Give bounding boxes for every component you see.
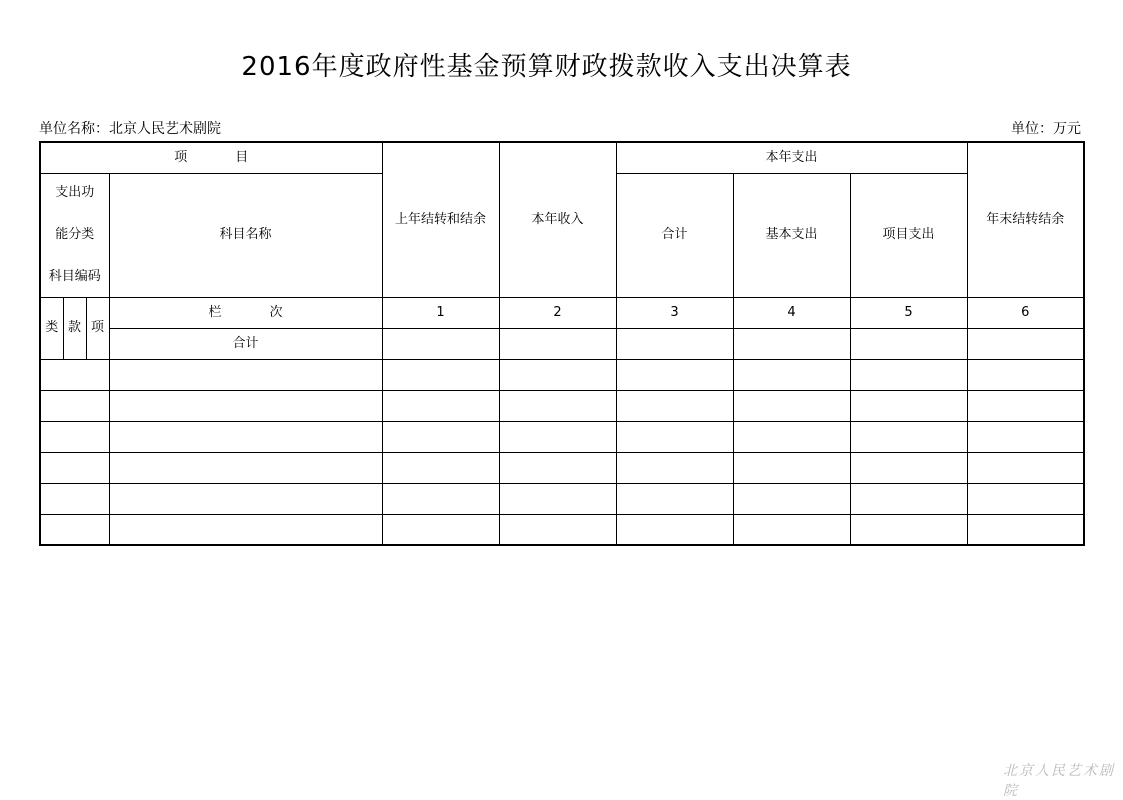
table-cell [382,328,499,359]
table-cell [616,359,733,390]
table-cell [616,390,733,421]
table-cell [733,483,850,514]
column-index-label: 栏 次 [109,297,382,328]
table-cell [850,359,967,390]
current-income-header: 本年收入 [499,142,616,297]
table-cell [499,359,616,390]
column-number: 3 [616,297,733,328]
table-cell [109,421,382,452]
table-cell [967,514,1084,545]
column-number: 4 [733,297,850,328]
basic-expense-header: 基本支出 [733,173,850,297]
column-number: 1 [382,297,499,328]
page-title: 2016年度政府性基金预算财政拨款收入支出决算表 [241,52,852,82]
table-cell [967,483,1084,514]
table-cell [40,452,109,483]
table-cell [733,452,850,483]
prev-year-balance-header: 上年结转和结余 [382,142,499,297]
column-number: 2 [499,297,616,328]
table-row [40,483,1084,514]
table-cell [733,359,850,390]
subject-name-header: 科目名称 [109,173,382,297]
table-cell [616,421,733,452]
table-cell [733,421,850,452]
year-end-balance-header: 年末结转结余 [967,142,1084,297]
table-cell [382,359,499,390]
table-cell [499,390,616,421]
code-label-xiang: 项 [86,297,109,359]
header-row-1 [40,142,1084,173]
table-cell [109,514,382,545]
unit-name: 单位名称：北京人民艺术剧院 [39,121,221,137]
table-cell [616,514,733,545]
table-cell [616,328,733,359]
table-cell [967,359,1084,390]
current-expense-header: 本年支出 [616,142,967,173]
table-row [40,359,1084,390]
project-expense-header: 项目支出 [850,173,967,297]
unit-label: 单位：万元 [1011,121,1081,137]
table-cell [850,514,967,545]
table-row [40,421,1084,452]
table-cell [616,483,733,514]
total-header: 合计 [616,173,733,297]
table-cell [733,328,850,359]
table-row [40,452,1084,483]
table-cell [382,483,499,514]
table-cell [967,328,1084,359]
table-cell [382,514,499,545]
table-cell [40,390,109,421]
table-cell [499,421,616,452]
table-cell [109,359,382,390]
table-cell [109,483,382,514]
table-cell [382,452,499,483]
table-cell [733,514,850,545]
table-row [40,514,1084,545]
code-label-kuan: 款 [63,297,86,359]
column-number-row [40,297,1084,328]
table-cell [967,421,1084,452]
column-number: 5 [850,297,967,328]
table-cell [733,390,850,421]
table-cell [40,421,109,452]
code-label-lei: 类 [40,297,63,359]
table-cell [40,514,109,545]
table-cell [499,483,616,514]
budget-table [39,141,1085,546]
func-class-code-header: 支出功 能分类 科目编码 [40,173,109,297]
table-cell [967,390,1084,421]
table-cell [499,452,616,483]
table-row [40,390,1084,421]
table-cell [40,359,109,390]
table-cell [850,390,967,421]
table-cell [382,390,499,421]
table-cell [499,514,616,545]
column-number: 6 [967,297,1084,328]
table-cell [850,483,967,514]
watermark-logo: 北京人民艺术剧院 [1003,763,1115,799]
table-cell [382,421,499,452]
table-cell [616,452,733,483]
table-cell [109,390,382,421]
table-cell [850,328,967,359]
table-cell [850,421,967,452]
table-cell [40,483,109,514]
total-row-label: 合计 [109,328,382,359]
table-cell [967,452,1084,483]
total-row [40,328,1084,359]
table-cell [499,328,616,359]
table-cell [850,452,967,483]
table-cell [109,452,382,483]
item-header: 项 目 [40,142,382,173]
